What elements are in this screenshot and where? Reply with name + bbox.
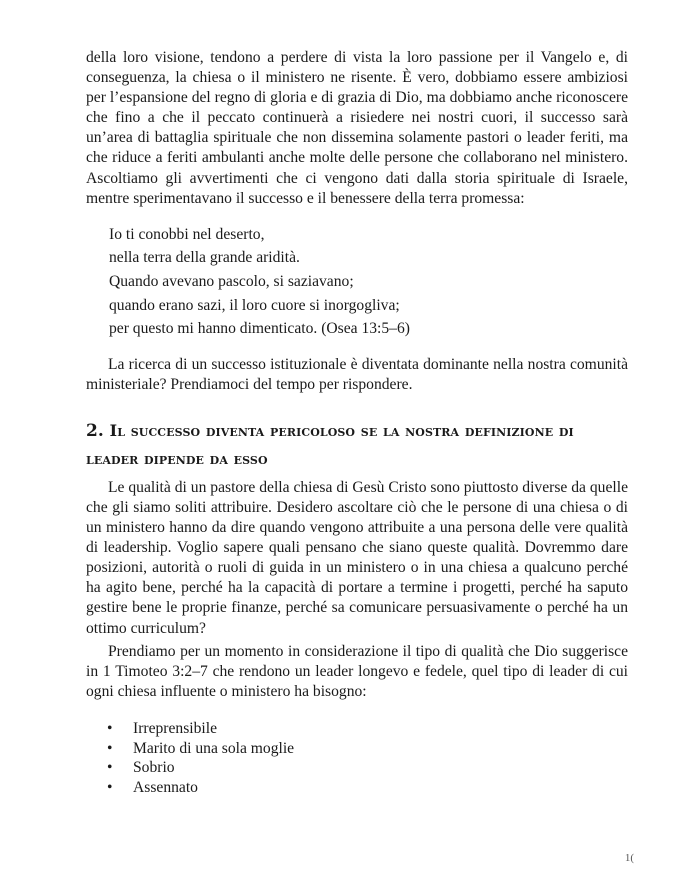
quote-line: Io ti conobbi nel deserto,: [109, 225, 265, 243]
list-item-text: Marito di una sola moglie: [133, 739, 295, 757]
section-heading: [86, 417, 628, 472]
list-item: [86, 739, 628, 759]
qualities-list: [86, 719, 628, 798]
list-item-text: Irreprensibile: [133, 719, 217, 737]
quote-line: nella terra della grande aridità.: [109, 249, 300, 267]
list-item: [86, 719, 628, 739]
bullet-marker: •: [107, 779, 113, 797]
list-item: [86, 778, 628, 798]
body-paragraph: La ricerca di un successo istituzionale è diventata dominante nella nostra comunità ministeriale? Prendiamoci del tempo per rispondere.: [86, 355, 628, 393]
section-number: 2.: [86, 420, 104, 441]
quote-line: quando erano sazi, il loro cuore si inorgogliva;: [109, 296, 400, 314]
list-item: [86, 758, 628, 778]
list-item-text: Assennato: [133, 779, 198, 797]
scripture-quote: [109, 223, 628, 341]
list-item-text: Sobrio: [133, 759, 175, 777]
page-number: 1(: [624, 852, 634, 864]
quote-line: per questo mi hanno dimenticato. (Osea 13:5–6): [109, 320, 410, 338]
body-paragraph: della loro visione, tendono a perdere di vista la loro passione per il Vangelo e, di conseguenza, la chiesa o il ministero ne risente. È vero, dobbiamo essere ambiziosi per l’espansione del regno di gloria e di grazia di Dio, ma dobbiamo anche riconoscere che fino a che il peccato continuerà a risiedere nei nostri cuori, il successo sarà un’area di battaglia spirituale che non dissemina solamente pastori o leader feriti, ma che riduce a feriti ambulanti anche molte delle persone che collaborano nel ministero. Ascoltiamo gli avvertimenti che ci vengono dati dalla storia spirituale di Israele, mentre sperimentavano il successo e il benessere della terra promessa:: [86, 49, 628, 207]
body-paragraph: Le qualità di un pastore della chiesa di Gesù Cristo sono piuttosto diverse da quelle che gli siamo soliti attribuire. Desidero ascoltare ciò che le persone di una chiesa o di un ministero hanno da dire quando vengono attribuite a una persona delle vere qualità di leadership. Voglio sapere quali pensano che siano queste qualità. Dovremmo dare posizioni, autorità o ruoli di guida in un ministero o in una chiesa a qualcuno perché ha agito bene, perché ha la capacità di portare a termine i progetti, perché ha saputo gestire bene le proprie finanze, perché sa comunicare persuasivamente o perché ha un ottimo curriculum?: [86, 478, 628, 637]
bullet-marker: •: [107, 759, 113, 777]
section-title: Il successo diventa pericoloso se la nostra definizione di leader dipende da esso: [86, 420, 574, 468]
bullet-marker: •: [107, 739, 113, 757]
body-paragraph: Prendiamo per un momento in considerazione il tipo di qualità che Dio suggerisce in 1 Timoteo 3:2–7 che rendono un leader longevo e fedele, quel tipo di leader di cui ogni chiesa influente o ministero ha bisogno:: [86, 642, 628, 700]
bullet-marker: •: [107, 719, 113, 737]
quote-line: Quando avevano pascolo, si saziavano;: [109, 272, 354, 290]
page-content: [86, 48, 634, 864]
